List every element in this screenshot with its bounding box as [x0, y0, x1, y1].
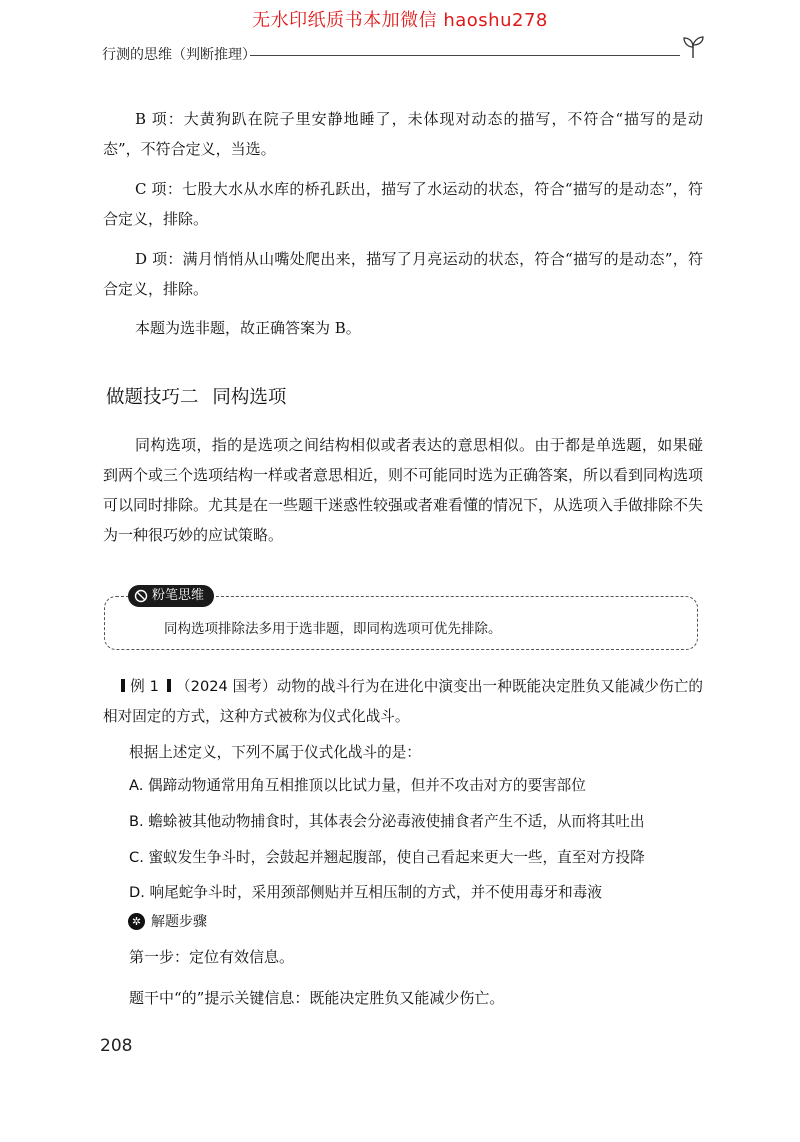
gear-icon: ✲ — [128, 913, 145, 930]
conclusion: 本题为选非题，故正确答案为 B。 — [135, 319, 361, 337]
example-label: 例 1 — [130, 678, 159, 695]
option-d: D. 响尾蛇争斗时，采用颈部侧贴并互相压制的方式，并不使用毒牙和毒液 — [129, 884, 602, 901]
tip-tag-label: 粉笔思维 — [152, 588, 205, 603]
section-body: 同构选项，指的是选项之间结构相似或者表达的意思相似。由于都是单选题，如果碰到两个或三个选项结构一样或者意思相近，则不可能同时选为正确答案，所以看到同构选项可以同时排除。尤其是在一些题干迷惑性较强或者难看懂的情况下，从选项入手做排除不失为一种很巧妙的应试策略。 — [103, 436, 704, 544]
option-c: C. 蜜蚁发生争斗时，会鼓起并翘起腹部，使自己看起来更大一些，直至对方投降 — [129, 849, 645, 866]
watermark: 无水印纸质书本加微信 haoshu278 — [252, 10, 548, 31]
sprout-icon — [680, 34, 706, 60]
option-d-analysis: D 项：满月悄悄从山嘴处爬出来，描写了月亮运动的状态，符合“描写的是动态”，符合定义，排除。 — [103, 250, 703, 298]
header-rule — [250, 55, 680, 56]
example-stem — [103, 672, 703, 732]
step-one-detail: 题干中“的”提示关键信息：既能决定胜负又能减少伤亡。 — [129, 989, 505, 1007]
solution-steps-heading — [128, 911, 207, 931]
bar-mark — [121, 679, 125, 692]
option-c-analysis: C 项：七股大水从水库的桥孔跃出，描写了水运动的状态，符合“描写的是动态”，符合定义，排除。 — [103, 180, 703, 228]
tip-tag — [128, 585, 214, 607]
tip-text: 同构选项排除法多用于选非题，即同构选项可优先排除。 — [164, 621, 502, 637]
steps-heading-label: 解题步骤 — [151, 914, 207, 930]
no-sign-icon — [134, 589, 148, 603]
bar-mark — [167, 679, 171, 692]
option-a: A. 偶蹄动物通常用角互相推顶以比试力量，但并不攻击对方的要害部位 — [129, 777, 586, 794]
example-source: （2024 国考） — [175, 678, 277, 695]
section-title: 做题技巧二 同构选项 — [106, 387, 287, 408]
example-question: 根据上述定义，下列不属于仪式化战斗的是： — [129, 744, 421, 761]
step-one: 第一步：定位有效信息。 — [129, 948, 295, 966]
option-b-analysis: B 项：大黄狗趴在院子里安静地睡了，未体现对动态的描写，不符合“描写的是动态”，不符合定义，当选。 — [103, 110, 703, 158]
page-number: 208 — [100, 1036, 133, 1056]
running-header: 行测的思维（判断推理） — [102, 47, 256, 63]
option-b: B. 蟾蜍被其他动物捕食时，其体表会分泌毒液使捕食者产生不适，从而将其吐出 — [129, 813, 645, 830]
example-text: 动物的战斗行为在进化中演变出一种既能决定胜负又能减少伤亡的相对固定的方式，这种方式被称为仪式化战斗。 — [103, 678, 703, 725]
